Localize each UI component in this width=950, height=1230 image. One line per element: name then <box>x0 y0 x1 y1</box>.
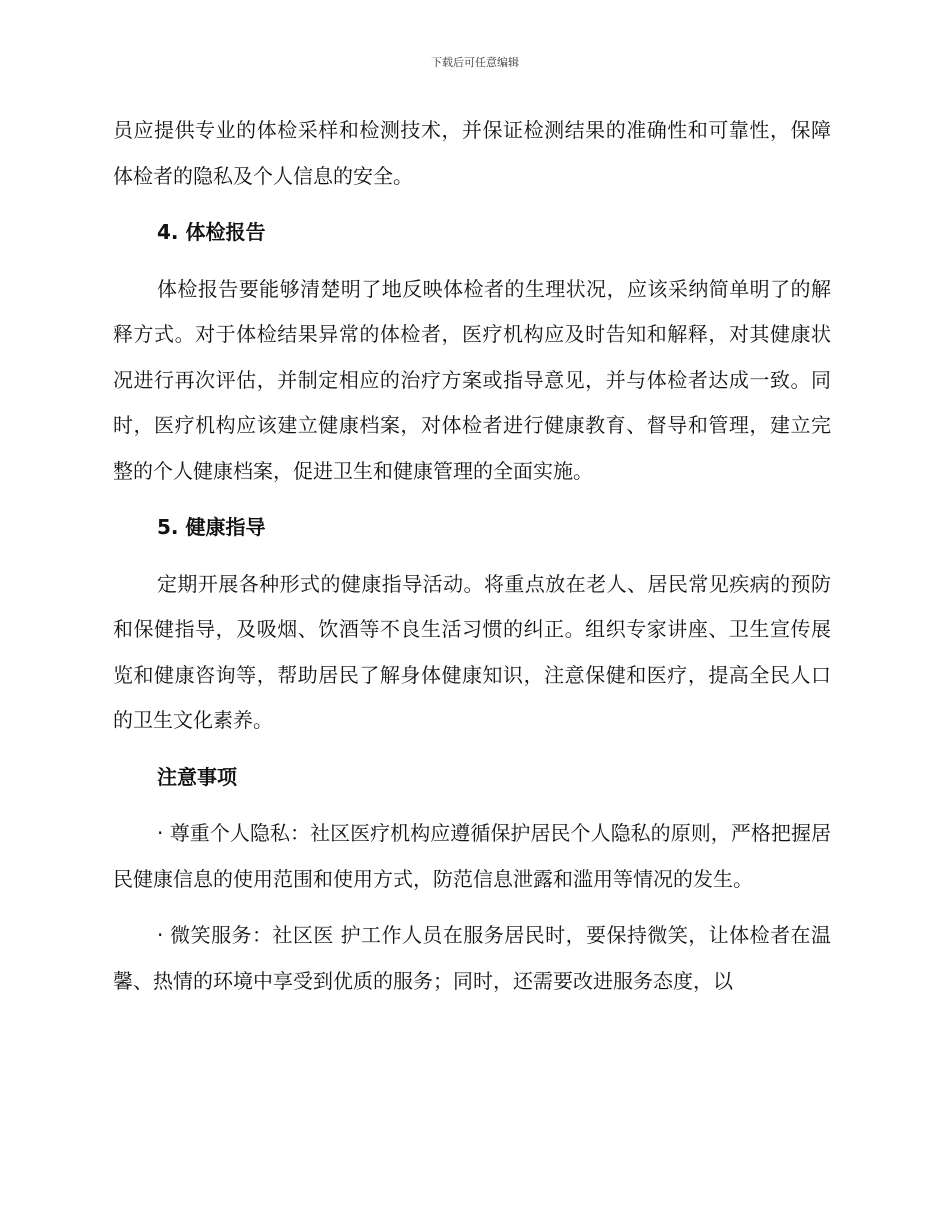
section-heading-guidance: 5. 健康指导 <box>157 515 266 539</box>
continued-paragraph: 员应提供专业的体检采样和检测技术，并保证检测结果的准确性和可靠性，保障体检者的隐私及个人信息的安全。 <box>113 118 831 188</box>
page-header-note: 下载后可任意编辑 <box>431 56 519 69</box>
section-body-guidance: 定期开展各种形式的健康指导活动。将重点放在老人、居民常见疾病的预防和保健指导，及吸烟、饮酒等不良生活习惯的纠正。组织专家讲座、卫生宣传展览和健康咨询等，帮助居民了解身体健康知识，注意保健和医疗，提高全民人口的卫生文化素养。 <box>113 571 831 732</box>
note-item-smile-service: · 微笑服务：社区医 护工作人员在服务居民时，要保持微笑，让体检者在温馨、热情的环境中享受到优质的服务；同时，还需要改进服务态度，以 <box>113 923 831 993</box>
note-item-privacy: · 尊重个人隐私：社区医疗机构应遵循保护居民个人隐私的原则，严格把握居民健康信息的使用范围和使用方式，防范信息泄露和滥用等情况的发生。 <box>113 821 831 891</box>
section-heading-report: 4. 体检报告 <box>157 220 266 244</box>
section-body-report: 体检报告要能够清楚明了地反映体检者的生理状况，应该采纳简单明了的解释方式。对于体检结果异常的体检者，医疗机构应及时告知和解释，对其健康状况进行再次评估，并制定相应的治疗方案或指导意见，并与体检者达成一致。同时，医疗机构应该建立健康档案，对体检者进行健康教育、督导和管理，建立完整的个人健康档案，促进卫生和健康管理的全面实施。 <box>113 276 831 483</box>
document-body <box>113 108 831 1004</box>
section-heading-notes: 注意事项 <box>157 764 237 789</box>
